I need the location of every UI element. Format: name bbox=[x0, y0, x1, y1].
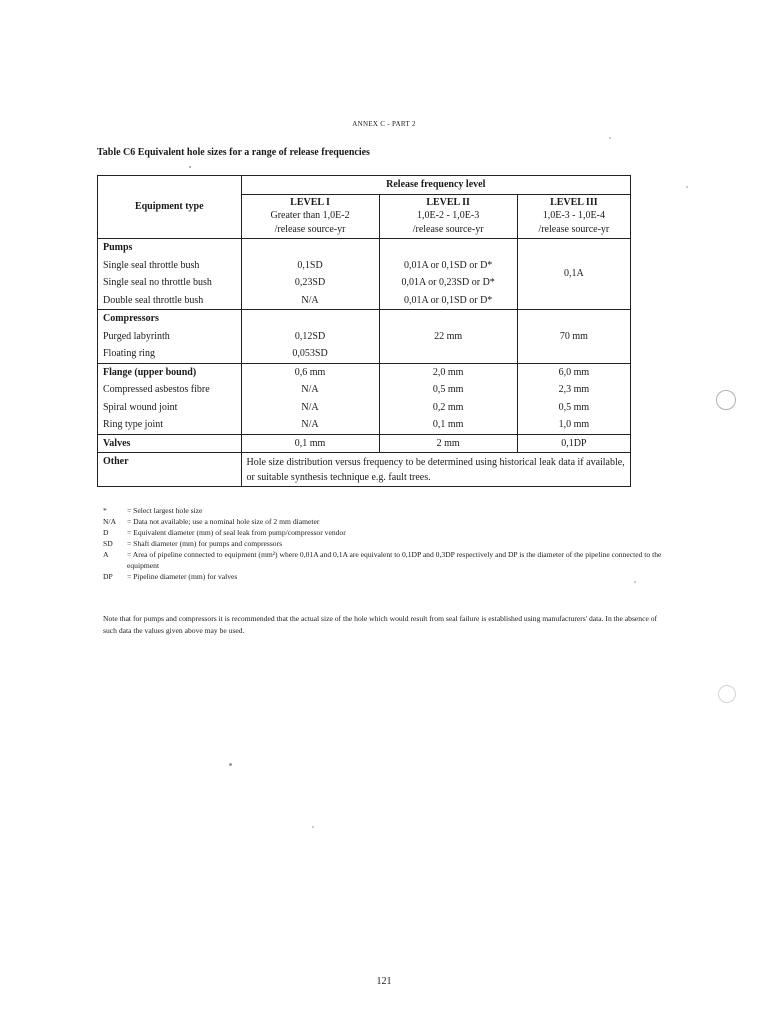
level-1-header bbox=[241, 194, 379, 239]
scan-speck bbox=[229, 763, 232, 766]
equipment-type-header: Equipment type bbox=[98, 176, 242, 239]
level-3-header bbox=[517, 194, 630, 239]
level-title: LEVEL III bbox=[550, 196, 598, 208]
table-notes bbox=[103, 505, 663, 582]
level-range: 1,0E-3 - 1,0E-4 bbox=[542, 210, 605, 221]
scan-speck bbox=[609, 137, 611, 139]
note-key: SD bbox=[103, 539, 113, 548]
level-2-header bbox=[379, 194, 517, 239]
flanges-equipment-cell bbox=[98, 363, 242, 434]
pumps-level-1-cell bbox=[241, 239, 379, 310]
punch-hole-mark bbox=[718, 685, 736, 703]
punch-hole-mark bbox=[716, 390, 736, 410]
level-range: 1,0E-2 - 1,0E-3 bbox=[417, 210, 480, 221]
cell-value: N/A bbox=[301, 419, 319, 430]
equipment-name: Purged labyrinth bbox=[103, 330, 170, 342]
note-item bbox=[103, 549, 663, 571]
cell-value: 0,01A or 0,23SD or D* bbox=[401, 277, 495, 288]
flanges-level-2-cell bbox=[379, 363, 517, 434]
flanges-level-1-cell bbox=[241, 363, 379, 434]
cell-value: 0,5 mm bbox=[432, 384, 464, 395]
note-key: N/A bbox=[103, 517, 117, 526]
release-frequency-header: Release frequency level bbox=[241, 176, 631, 195]
valves-equipment-cell: Valves bbox=[98, 434, 242, 453]
equipment-name: Double seal throttle bush bbox=[103, 294, 204, 306]
cell-value: 2,3 mm bbox=[558, 384, 590, 395]
equipment-name: Flange (upper bound) bbox=[103, 366, 197, 378]
valves-row bbox=[98, 434, 631, 453]
compressors-level-2-cell: 22 mm bbox=[379, 310, 517, 364]
level-unit: /release source-yr bbox=[274, 223, 346, 235]
cell-value: 2,0 mm bbox=[432, 366, 464, 378]
cell-value: 0,2 mm bbox=[432, 401, 464, 413]
group-title: Pumps bbox=[103, 242, 133, 253]
note-key: * bbox=[103, 506, 107, 515]
valves-level-3-cell: 0,1DP bbox=[517, 434, 630, 453]
cell-value: 0,6 mm bbox=[294, 366, 326, 378]
note-key: DP bbox=[103, 572, 113, 581]
cell-value: 0,1 mm bbox=[432, 419, 464, 430]
cell-value: 0,1SD bbox=[297, 259, 323, 271]
flanges-level-3-cell bbox=[517, 363, 630, 434]
hole-size-table bbox=[97, 175, 631, 487]
compressors-level-1-cell bbox=[241, 310, 379, 364]
level-title: LEVEL II bbox=[426, 196, 470, 208]
pumps-row bbox=[98, 239, 631, 310]
table-header-row bbox=[98, 176, 631, 195]
note-text: = Shaft diameter (mm) for pumps and compressors bbox=[127, 539, 283, 548]
note-text: = Select largest hole size bbox=[127, 506, 203, 515]
annex-header: ANNEX C - PART 2 bbox=[352, 120, 416, 128]
scan-speck bbox=[686, 186, 688, 188]
cell-value: 0,01A or 0,1SD or D* bbox=[403, 259, 493, 271]
note-text: = Area of pipeline connected to equipment (mm²) where 0,01A and 0,1A are equivalent to 0,1DP and 0,3DP respectively and DP is the diameter of the pipeline connected to the equipment bbox=[127, 550, 662, 570]
level-title: LEVEL I bbox=[290, 196, 330, 208]
note-text: = Data not available; use a nominal hole size of 2 mm diameter bbox=[127, 517, 320, 526]
other-equipment-cell: Other bbox=[98, 453, 242, 487]
page-number: 121 bbox=[376, 976, 392, 987]
note-key: D bbox=[103, 528, 109, 537]
cell-value: 1,0 mm bbox=[558, 419, 590, 430]
pumps-equipment-cell bbox=[98, 239, 242, 310]
compressors-row bbox=[98, 310, 631, 364]
valves-level-2-cell: 2 mm bbox=[379, 434, 517, 453]
note-item bbox=[103, 505, 663, 516]
equipment-name: Spiral wound joint bbox=[103, 401, 178, 413]
recommendation-paragraph: Note that for pumps and compressors it is recommended that the actual size of the hole which would result from seal failure is established using manufacturers' data. In the absence of such data the values given above may be used. bbox=[103, 614, 658, 635]
cell-value: 0,01A or 0,1SD or D* bbox=[403, 294, 493, 306]
group-title: Compressors bbox=[103, 313, 159, 324]
cell-value: N/A bbox=[301, 384, 319, 395]
note-text: = Pipeline diameter (mm) for valves bbox=[127, 572, 238, 581]
pumps-level-2-cell bbox=[379, 239, 517, 310]
other-description-cell: Hole size distribution versus frequency to be determined using historical leak data if available, or suitable synthesis technique e.g. fault trees. bbox=[241, 453, 631, 487]
cell-value: N/A bbox=[301, 294, 319, 306]
cell-value: 0,12SD bbox=[294, 330, 326, 342]
note-key: A bbox=[103, 550, 109, 559]
table-title: Table C6 Equivalent hole sizes for a range of release frequencies bbox=[97, 147, 370, 158]
note-text: = Equivalent diameter (mm) of seal leak from pump/compressor vendor bbox=[127, 528, 346, 537]
compressors-level-3-cell: 70 mm bbox=[517, 310, 630, 364]
equipment-name: Single seal throttle bush bbox=[103, 259, 200, 271]
cell-value: N/A bbox=[301, 401, 319, 413]
scan-speck bbox=[312, 826, 314, 828]
cell-value: 0,053SD bbox=[292, 348, 328, 359]
note-item bbox=[103, 527, 663, 538]
cell-value: 0,23SD bbox=[294, 277, 326, 288]
level-range: Greater than 1,0E-2 bbox=[270, 210, 350, 221]
level-unit: /release source-yr bbox=[538, 223, 610, 235]
scan-speck bbox=[189, 166, 191, 168]
compressors-equipment-cell bbox=[98, 310, 242, 364]
scan-speck bbox=[634, 581, 636, 583]
level-unit: /release source-yr bbox=[412, 223, 484, 235]
note-item bbox=[103, 538, 663, 549]
other-row bbox=[98, 453, 631, 487]
flanges-row bbox=[98, 363, 631, 434]
note-item bbox=[103, 571, 663, 582]
equipment-name: Floating ring bbox=[103, 348, 155, 359]
cell-value: 6,0 mm bbox=[558, 366, 590, 378]
equipment-name: Single seal no throttle bush bbox=[103, 277, 212, 288]
equipment-name: Ring type joint bbox=[103, 419, 163, 430]
valves-level-1-cell: 0,1 mm bbox=[241, 434, 379, 453]
pumps-level-3-cell: 0,1A bbox=[517, 239, 630, 310]
equipment-name: Compressed asbestos fibre bbox=[103, 384, 210, 395]
note-item bbox=[103, 516, 663, 527]
cell-value: 0,5 mm bbox=[558, 401, 590, 413]
